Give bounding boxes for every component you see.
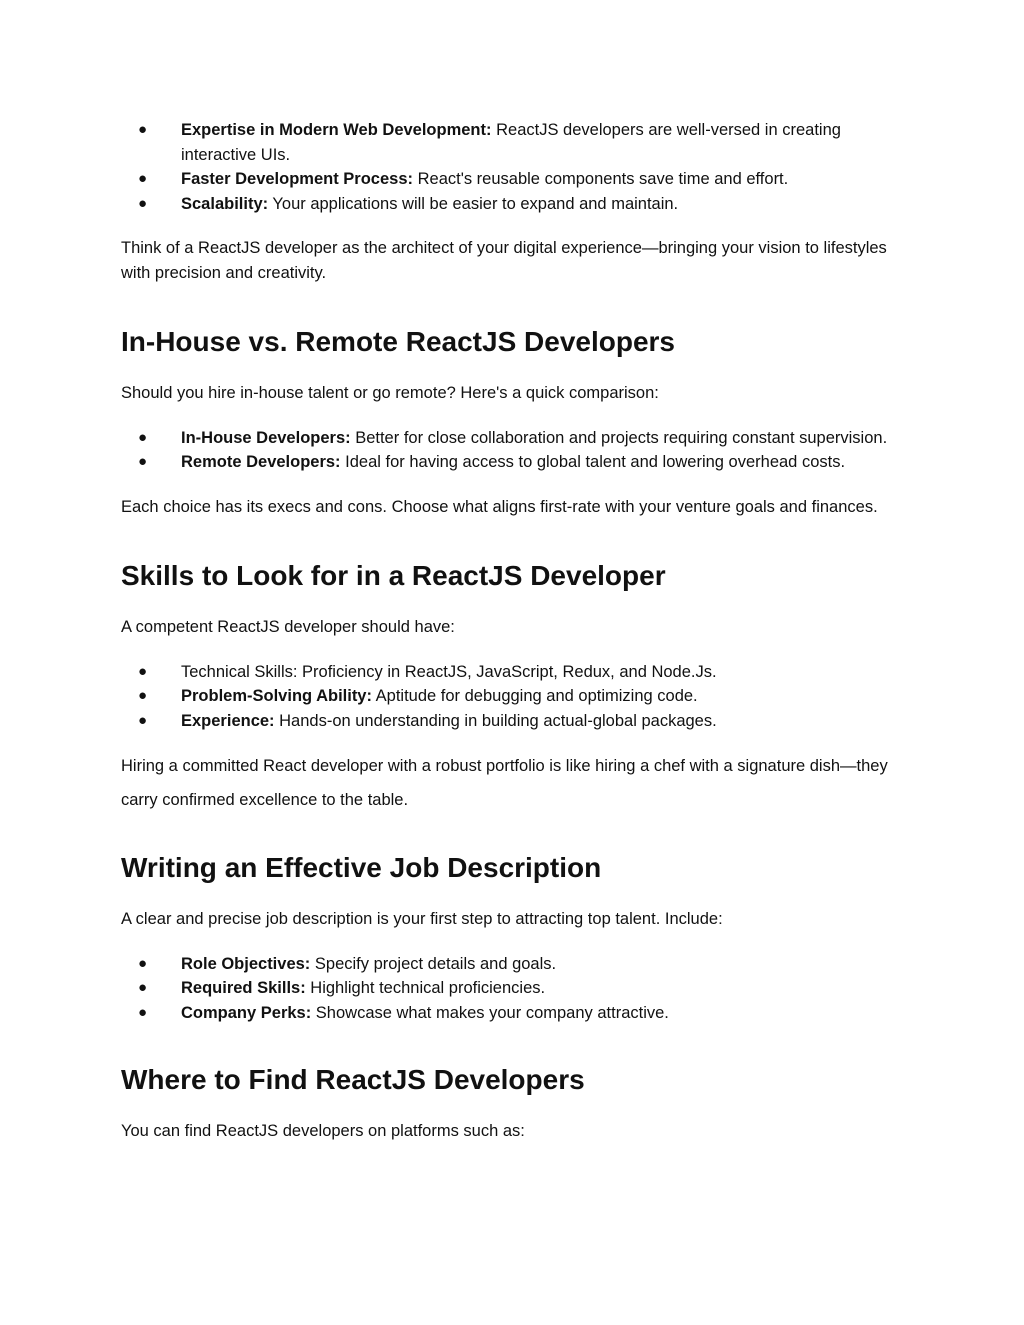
list-item-text: Showcase what makes your company attractive. [311,1003,669,1022]
bullet-icon: ● [138,687,148,704]
list-item-term: Faster Development Process: [181,170,414,188]
bullet-icon: ● [138,453,148,470]
list-item [121,450,911,475]
bullet-icon: ● [138,194,148,212]
list-item-text: Ideal for having access to global talent and lowering overhead costs. [340,453,846,471]
list-item [121,952,911,977]
list-item-term: In-House Developers: [181,428,351,447]
section-closing: Hiring a committed React developer with a robust portfolio is like hiring a chef with a signature dish—they carry confirmed excellence to the table. [121,757,888,809]
section-heading-inhouse: In-House vs. Remote ReactJS Developers [121,326,675,357]
list-item-term: Company Perks: [181,1003,312,1022]
bullet-icon: ● [138,711,148,729]
section-closing: Each choice has its execs and cons. Choose what aligns first-rate with your venture goals and finances. [121,497,878,516]
skills-bullet-list [121,660,911,734]
section-heading-skills: Skills to Look for in a ReactJS Developer [121,560,666,591]
section-heading-job-description: Writing an Effective Job Description [121,852,602,883]
section-lead: A clear and precise job description is your first step to attracting top talent. Include: [121,910,723,928]
list-item [121,660,911,685]
intro-bullet-list [121,118,911,216]
list-item-text: Highlight technical proficiencies. [305,979,546,997]
list-item-term: Required Skills: [181,979,306,997]
bullet-icon: ● [138,954,148,972]
bullet-icon: ● [138,428,148,446]
list-item-term: Problem-Solving Ability: [181,687,372,705]
list-item [121,167,911,192]
list-item-term: Scalability: [181,194,269,213]
list-item-term: Expertise in Modern Web Development: [181,121,492,139]
section-lead: A competent ReactJS developer should have: [121,618,455,636]
list-item [121,976,911,1001]
list-item-text: Better for close collaboration and projects requiring constant supervision. [350,428,888,447]
inhouse-bullet-list [121,426,911,475]
list-item-term: Experience: [181,711,275,730]
list-item-text: Specify project details and goals. [310,954,557,973]
list-item [121,192,911,217]
bullet-icon: ● [138,979,148,996]
list-item [121,684,911,709]
list-item-text: Hands-on understanding in building actual-global packages. [274,711,717,730]
bullet-icon: ● [138,1003,148,1021]
list-item [121,426,911,451]
section-lead: Should you hire in-house talent or go remote? Here's a quick comparison: [121,384,659,402]
list-item-text: ReactJS developers are well-versed in creating interactive UIs. [181,121,841,164]
document-page [121,118,911,1144]
list-item [121,1001,911,1026]
bullet-icon: ● [138,121,148,138]
list-item [121,709,911,734]
section-lead: You can find ReactJS developers on platforms such as: [121,1122,525,1140]
list-item-text: Technical Skills: Proficiency in ReactJS, JavaScript, Redux, and Node.Js. [181,662,717,681]
list-item-term: Remote Developers: [181,453,341,471]
job-bullet-list [121,952,911,1026]
section-heading-where-to-find: Where to Find ReactJS Developers [121,1064,585,1095]
list-item [121,118,911,167]
list-item-term: Role Objectives: [181,954,311,973]
intro-paragraph: Think of a ReactJS developer as the architect of your digital experience—bringing your vision to lifestyles with precision and creativity. [121,239,887,282]
list-item-text: Aptitude for debugging and optimizing code. [371,687,698,705]
bullet-icon: ● [138,662,148,680]
bullet-icon: ● [138,170,148,187]
list-item-text: React's reusable components save time and effort. [413,170,789,188]
list-item-text: Your applications will be easier to expand and maintain. [268,194,679,213]
